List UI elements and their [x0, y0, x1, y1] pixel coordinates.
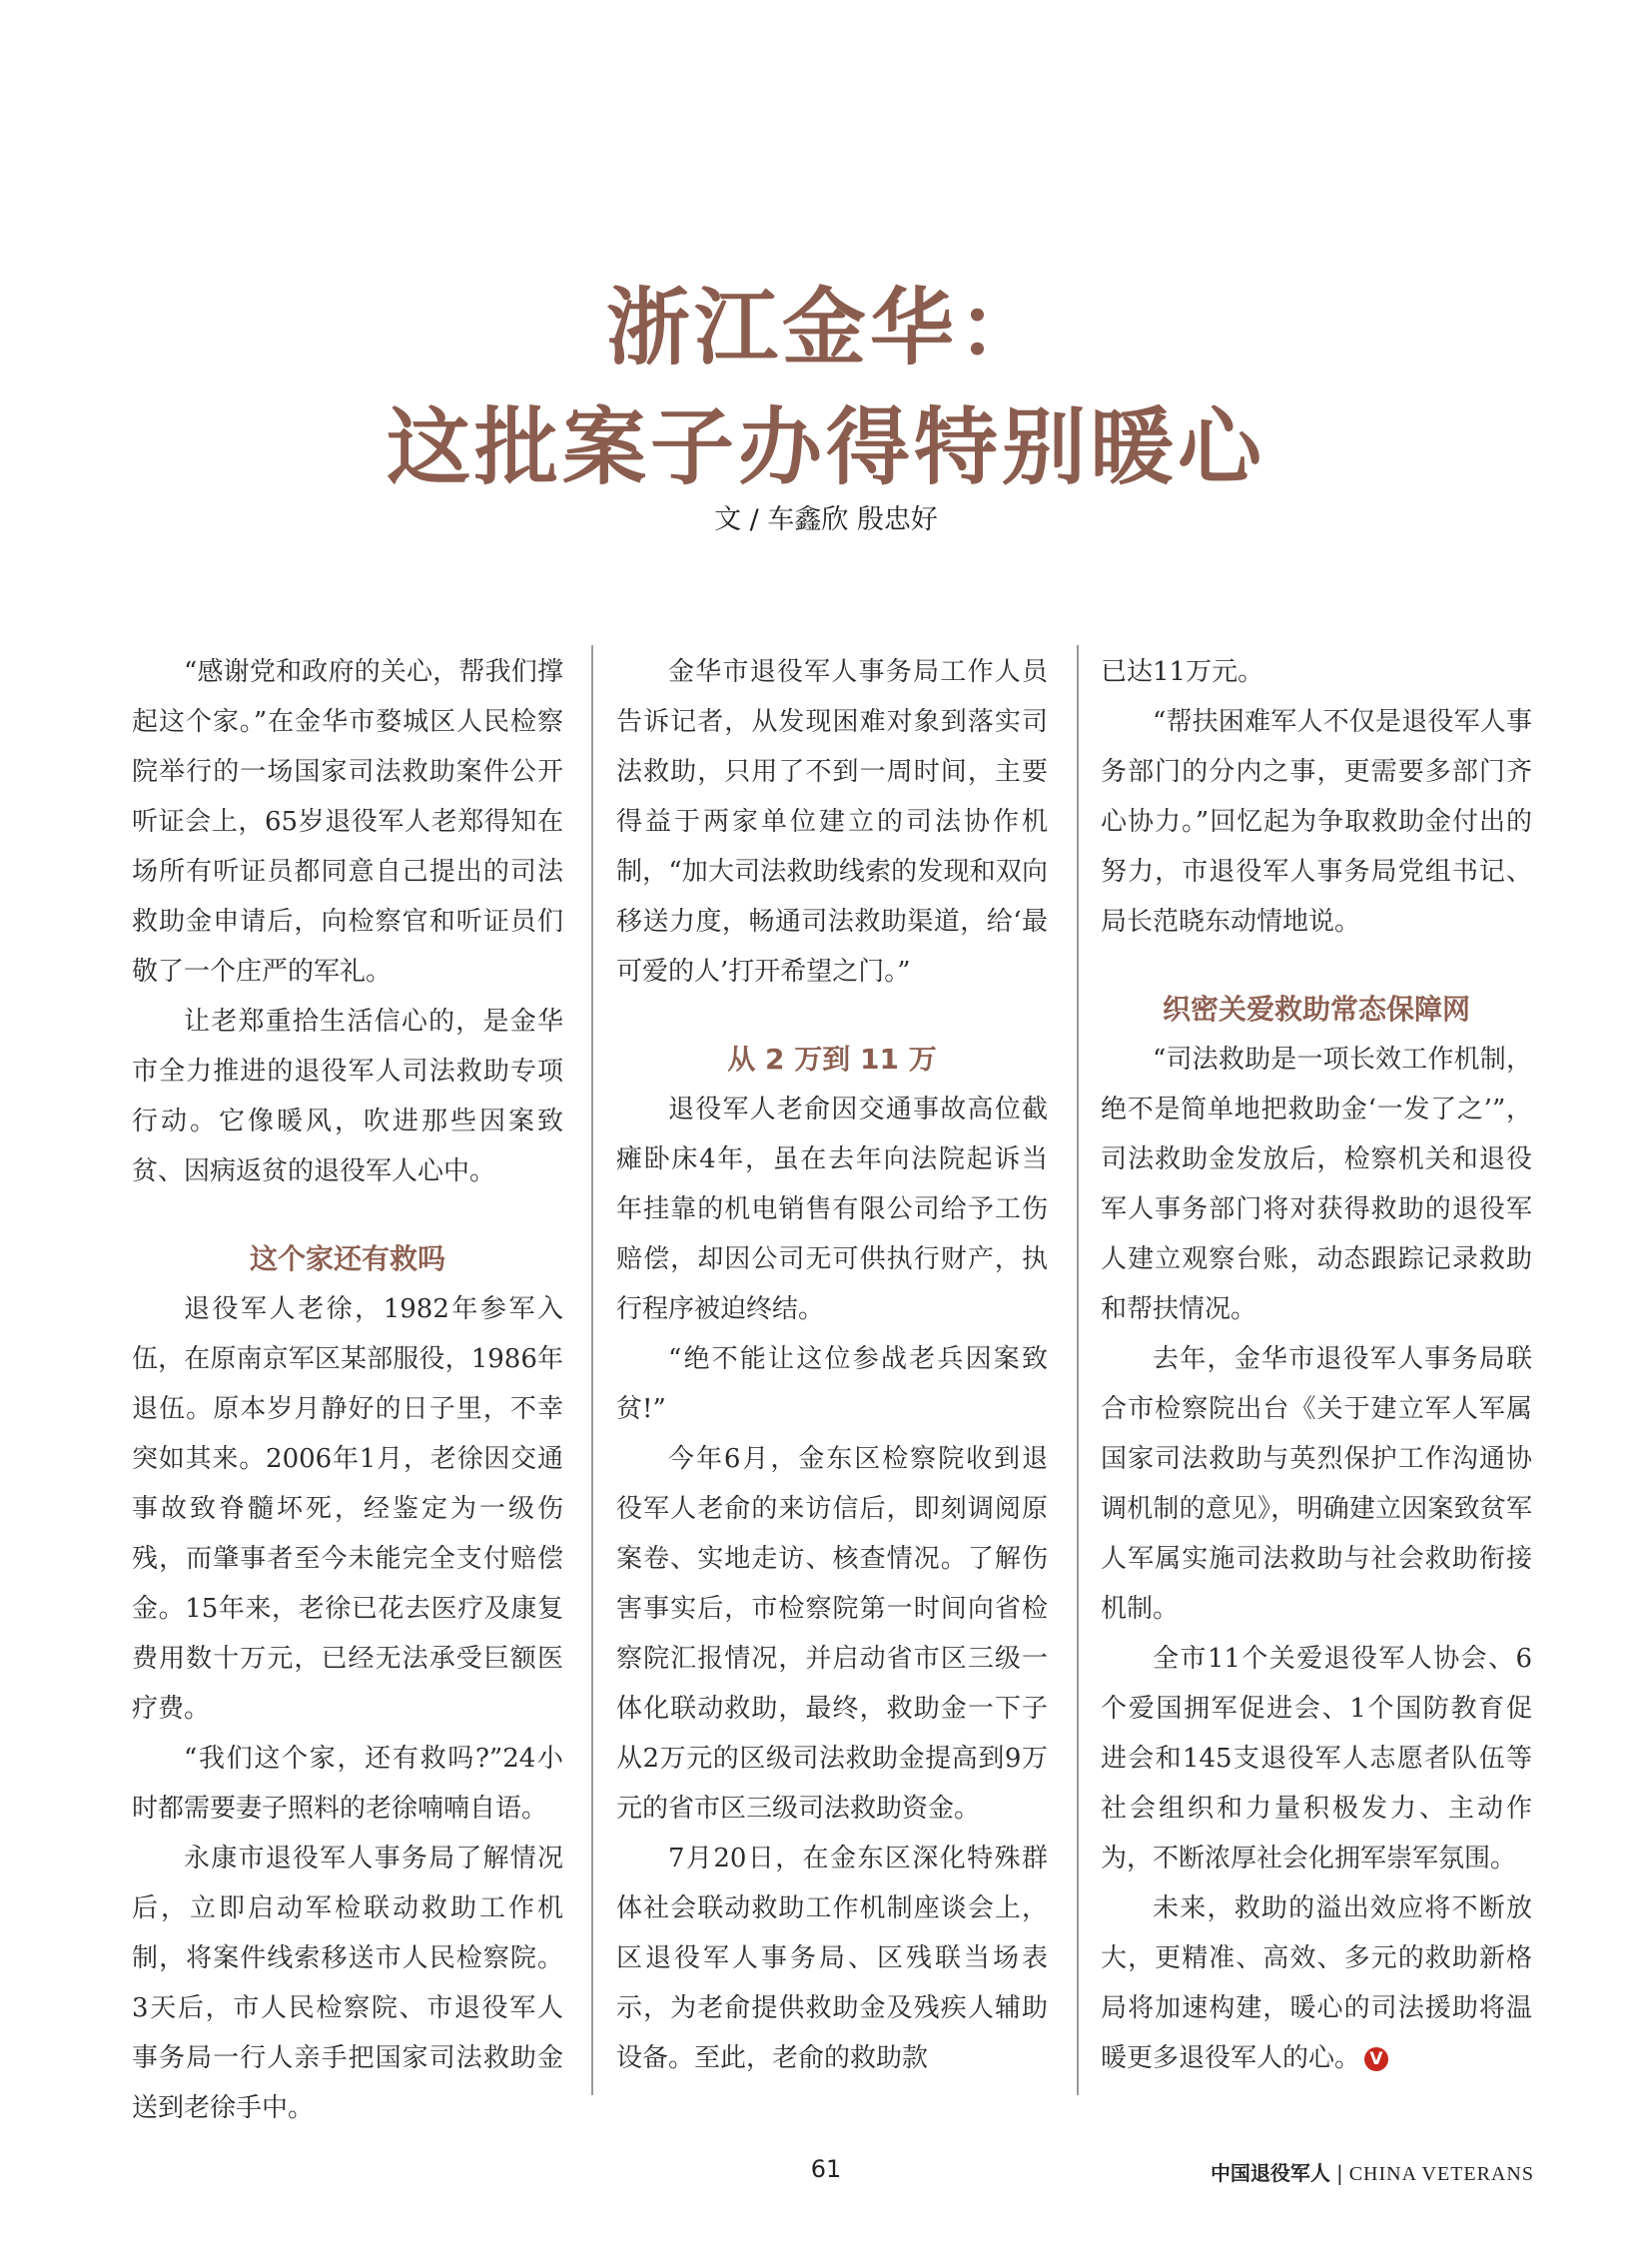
section-heading: 这个家还有救吗 — [249, 1242, 445, 1275]
paragraph: 今年6月，金东区检察院收到退役军人老俞的来访信后，即刻调阅原案卷、实地走访、核查情况。了解伤害事实后，市检察院第一时间向省检察院汇报情况，并启动省市区三级一体化联动救助，最终，救助金一下子从2万元的区级司法救助金提高到9万元的省市区三级司法救助资金。 — [616, 1444, 1048, 1824]
end-mark-icon: V — [1364, 2047, 1388, 2071]
paragraph-final — [1101, 1883, 1532, 2083]
paragraph: “我们这个家，还有救吗?”24小时都需要妻子照料的老徐喃喃自语。 — [132, 1744, 563, 1824]
paragraph: 永康市退役军人事务局了解情况后，立即启动军检联动救助工作机制，将案件线索移送市人民检察院。3天后，市人民检察院、市退役军人事务局一行人亲手把国家司法救助金送到老徐手中。 — [132, 1844, 563, 2123]
brand-separator: | — [1335, 2161, 1343, 2185]
paragraph: “感谢党和政府的关心，帮我们撑起这个家。”在金华市婺城区人民检察院举行的一场国家司法救助案件公开听证会上，65岁退役军人老郑得知在场所有听证员都同意自己提出的司法救助金申请后，向检察官和听证员们敬了一个庄严的军礼。 — [132, 657, 563, 987]
paragraph: 金华市退役军人事务局工作人员告诉记者，从发现困难对象到落实司法救助，只用了不到一周时间，主要得益于两家单位建立的司法协作机制，“加大司法救助线索的发现和双向移送力度，畅通司法救助渠道，给‘最可爱的人’打开希望之门。” — [616, 657, 1048, 987]
paragraph: 让老郑重拾生活信心的，是金华市全力推进的退役军人司法救助专项行动。它像暖风，吹进那些因案致贫、因病返贫的退役军人心中。 — [132, 1007, 563, 1186]
section-heading: 织密关爱救助常态保障网 — [1162, 993, 1470, 1026]
title-line-1: 浙江金华： — [605, 279, 1046, 376]
column-divider — [1077, 645, 1079, 2095]
paragraph: “司法救助是一项长效工作机制，绝不是简单地把救助金‘一发了之’”，司法救助金发放后，检察机关和退役军人事务部门将对获得救助的退役军人建立观察台账，动态跟踪记录救助和帮扶情况。 — [1101, 1045, 1532, 1324]
column-1 — [132, 647, 563, 2133]
paragraph-continued: 已达11万元。 — [1101, 657, 1264, 687]
column-2 — [616, 647, 1048, 2083]
paragraph: 退役军人老徐，1982年参军入伍，在原南京军区某部服役，1986年退伍。原本岁月静好的日子里，不幸突如其来。2006年1月，老徐因交通事故致脊髓坏死，经鉴定为一级伤残，而肇事者至今未能完全支付赔偿金。15年来，老徐已花去医疗及康复费用数十万元，已经无法承受巨额医疗费。 — [132, 1294, 563, 1724]
article-title — [0, 268, 1652, 507]
paragraph: “帮扶困难军人不仅是退役军人事务部门的分内之事，更需要多部门齐心协力。”回忆起为争取救助金付出的努力，市退役军人事务局党组书记、局长范晓东动情地说。 — [1101, 707, 1532, 937]
footer-brand — [1211, 2157, 1534, 2186]
paragraph: 7月20日，在金东区深化特殊群体社会联动救助工作机制座谈会上，区退役军人事务局、区残联当场表示，为老俞提供救助金及残疾人辅助设备。至此，老俞的救助款 — [616, 1844, 1048, 2073]
paragraph: 去年，金华市退役军人事务局联合市检察院出台《关于建立军人军属国家司法救助与英烈保护工作沟通协调机制的意见》，明确建立因案致贫军人军属实施司法救助与社会救助衔接机制。 — [1101, 1344, 1532, 1624]
brand-name-cn: 中国退役军人 — [1210, 2161, 1330, 2185]
byline: 文 / 车鑫欣 殷忠好 — [714, 504, 938, 535]
column-divider — [591, 645, 593, 2095]
paragraph-final-text: 未来，救助的溢出效应将不断放大，更精准、高效、多元的救助新格局将加速构建，暖心的司法援助将温暖更多退役军人的心。 — [1101, 1893, 1532, 2073]
page-number: 61 — [810, 2155, 842, 2183]
section-heading: 从 2 万到 11 万 — [727, 1043, 937, 1076]
title-line-2: 这批案子办得特别暖心 — [386, 398, 1265, 496]
brand-name-en: CHINA VETERANS — [1348, 2163, 1534, 2185]
paragraph: “绝不能让这位参战老兵因案致贫!” — [616, 1344, 1048, 1424]
column-3 — [1101, 647, 1532, 2083]
paragraph: 全市11个关爱退役军人协会、6个爱国拥军促进会、1个国防教育促进会和145支退役军人志愿者队伍等社会组织和力量积极发力、主动作为，不断浓厚社会化拥军崇军氛围。 — [1101, 1644, 1532, 1873]
paragraph: 退役军人老俞因交通事故高位截瘫卧床4年，虽在去年向法院起诉当年挂靠的机电销售有限公司给予工伤赔偿，却因公司无可供执行财产，执行程序被迫终结。 — [616, 1095, 1048, 1324]
